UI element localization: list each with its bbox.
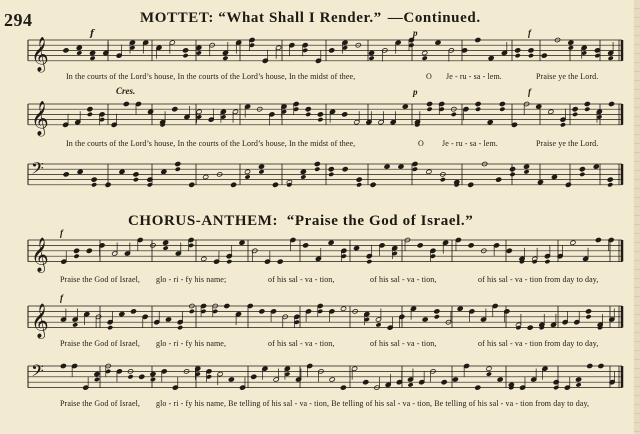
note-head — [608, 101, 614, 106]
note-head — [527, 325, 533, 330]
note-head — [551, 174, 557, 179]
note-head — [426, 101, 432, 106]
dynamic-f-mark: f — [528, 28, 531, 38]
note-head — [475, 37, 481, 42]
note-head — [368, 50, 374, 55]
lyric-line: of his sal - va - tion, — [370, 275, 437, 284]
note-head — [133, 172, 139, 177]
note-head — [247, 303, 253, 308]
note-head — [107, 325, 113, 330]
note-head — [407, 382, 413, 387]
lyric-line: Praise the God of Israel, — [60, 399, 141, 408]
note-head — [402, 104, 408, 109]
note-head — [528, 48, 534, 53]
note-head — [585, 314, 591, 319]
dynamic-f-mark-alto: f — [528, 87, 531, 97]
note-head — [150, 371, 156, 376]
lyric-line: of his sal - va - tion, — [268, 339, 335, 348]
note-head — [189, 182, 195, 187]
note-head — [119, 169, 125, 174]
note-head — [87, 112, 93, 117]
note-head — [94, 377, 100, 382]
note-head — [488, 56, 494, 61]
note-head — [499, 107, 505, 112]
note-head — [89, 56, 95, 61]
note-head — [328, 172, 334, 177]
note-head — [177, 325, 183, 330]
note-head — [363, 380, 369, 385]
note-head — [457, 306, 463, 311]
note-head — [226, 259, 232, 264]
note-head — [305, 107, 311, 112]
dynamic-cres-mark: Cres. — [116, 86, 136, 96]
note-head — [175, 161, 181, 166]
lyric-line: O — [418, 139, 424, 148]
note-head — [300, 174, 306, 179]
lyric-line: Je - ru - sa - lem. — [446, 72, 502, 81]
treble-clef-icon: 𝄞 — [31, 237, 49, 273]
note-head — [163, 245, 169, 250]
note-head — [366, 259, 372, 264]
note-head — [163, 240, 169, 245]
note-head — [509, 172, 515, 177]
note-head — [579, 167, 585, 172]
note-head — [277, 259, 283, 264]
note-head — [496, 177, 502, 182]
note-head — [224, 303, 230, 308]
note-head — [314, 161, 320, 166]
note-head — [368, 56, 374, 61]
note-head — [72, 322, 78, 327]
note-head — [300, 169, 306, 174]
note-head — [593, 164, 599, 169]
note-head — [89, 50, 95, 55]
note-head — [63, 48, 69, 53]
note-head — [412, 161, 418, 166]
note-head — [259, 309, 265, 314]
note-head — [584, 101, 590, 106]
note-head — [452, 377, 458, 382]
lyric-line: of his sal - va - tion, — [268, 275, 335, 284]
note-head — [523, 169, 529, 174]
note-head — [150, 377, 156, 382]
note-head — [328, 167, 334, 172]
note-head — [451, 112, 457, 117]
note-head — [356, 177, 362, 182]
note-head — [426, 107, 432, 112]
lyric-line: glo - ri - fy his name, Be telling of his sal - va - tion, Be telling of his sal - va - tion, Be telling of his sal - va - tion from day to day, — [156, 399, 590, 408]
note-head — [544, 259, 550, 264]
dynamic-p-mark-alto: p — [413, 87, 418, 97]
lyric-line: In the courts of the Lord’s house, In the courts of the Lord’s house, In the midst of thee, — [66, 139, 356, 148]
note-head — [486, 366, 492, 371]
note-head — [305, 112, 311, 117]
note-head — [161, 169, 167, 174]
note-head — [426, 169, 432, 174]
lyric-line: Praise ye the Lord. — [536, 72, 599, 81]
note-head — [607, 182, 613, 187]
note-head — [487, 120, 493, 125]
dynamic-f-mark-soprano2: f — [60, 228, 63, 238]
note-head — [506, 248, 512, 253]
note-head — [77, 169, 83, 174]
note-head — [172, 107, 178, 112]
note-head — [475, 385, 481, 390]
note-head — [119, 311, 125, 316]
note-head — [584, 107, 590, 112]
bass-clef-icon: 𝄢 — [31, 360, 44, 385]
note-head — [356, 182, 362, 187]
dynamic-f-mark: f — [90, 29, 94, 39]
note-head — [63, 172, 69, 177]
note-head — [228, 377, 234, 382]
note-head — [329, 48, 335, 53]
note-head — [585, 309, 591, 314]
mottet-title-text: MOTTET: “What Shall I Render.” — [140, 10, 382, 26]
note-head — [541, 53, 547, 58]
mottet-continued-text: —Continued. — [387, 10, 481, 26]
note-head — [230, 182, 236, 187]
note-head — [398, 164, 404, 169]
note-head — [475, 101, 481, 106]
note-head — [182, 48, 188, 53]
note-head — [239, 240, 245, 245]
note-head — [147, 109, 153, 114]
lyric-line: of his sal - va - tion from day to day, — [478, 275, 599, 284]
note-head — [572, 107, 578, 112]
note-head — [342, 112, 348, 117]
note-head — [598, 363, 604, 368]
treble-clef-icon: 𝄞 — [31, 100, 49, 136]
note-head — [595, 237, 601, 242]
note-head — [175, 167, 181, 172]
note-head — [435, 40, 441, 45]
note-head — [244, 174, 250, 179]
lyric-line: glo - ri - fy his name; — [156, 275, 227, 284]
note-head — [523, 164, 529, 169]
note-head — [417, 243, 423, 248]
note-head — [499, 101, 505, 106]
note-head — [422, 56, 428, 61]
page-number: 294 — [4, 10, 33, 30]
lyric-line: of his sal - va - tion from day to day, — [478, 339, 599, 348]
treble-clef-icon: 𝄞 — [31, 36, 49, 72]
note-head — [127, 374, 133, 379]
note-head — [568, 40, 574, 45]
lyric-line: O — [426, 72, 432, 81]
note-head — [440, 177, 446, 182]
note-head — [570, 240, 576, 245]
note-head — [340, 385, 346, 390]
lyric-line: In the courts of the Lord’s house, In the courts of the Lord’s house, In the midst of thee, — [66, 72, 356, 81]
note-head — [486, 371, 492, 376]
note-head — [105, 182, 111, 187]
note-head — [548, 109, 554, 114]
dynamic-p-mark: p — [413, 28, 418, 38]
note-head — [475, 107, 481, 112]
lyric-line: Praise the God of Israel, — [60, 275, 141, 284]
note-head — [76, 50, 82, 55]
note-head — [303, 243, 309, 248]
note-head — [182, 53, 188, 58]
note-head — [91, 182, 97, 187]
note-head — [572, 112, 578, 117]
note-head — [560, 122, 566, 127]
note-head — [587, 363, 593, 368]
note-head — [328, 240, 334, 245]
note-head — [258, 164, 264, 169]
dynamic-f-mark-alto2: f — [60, 293, 63, 303]
note-head — [251, 374, 257, 379]
note-head — [434, 314, 440, 319]
note-head — [536, 104, 542, 109]
note-head — [317, 117, 323, 122]
note-head — [60, 363, 66, 368]
note-head — [575, 377, 581, 382]
note-head — [568, 45, 574, 50]
note-head — [537, 180, 543, 185]
note-head — [123, 101, 129, 106]
note-head — [528, 53, 534, 58]
lyric-line: glo - ri - fy his name, — [156, 339, 227, 348]
note-head — [258, 169, 264, 174]
lyric-line: Praise the God of Israel, — [60, 339, 141, 348]
note-head — [340, 306, 346, 311]
note-head — [244, 169, 250, 174]
note-head — [509, 167, 515, 172]
note-head — [375, 322, 381, 327]
note-head — [196, 45, 202, 50]
note-head — [73, 254, 79, 259]
note-head — [441, 380, 447, 385]
note-head — [594, 53, 600, 58]
note-head — [422, 50, 428, 55]
note-head — [608, 56, 614, 61]
note-head — [87, 107, 93, 112]
note-head — [515, 48, 521, 53]
note-head — [412, 167, 418, 172]
lyric-line: of his sal - va - tion, — [370, 339, 437, 348]
lyric-line: Je - ru - sa - lem. — [442, 139, 498, 148]
bass-clef-icon: 𝄢 — [31, 157, 44, 182]
note-head — [515, 53, 521, 58]
note-head — [94, 371, 100, 376]
note-head — [607, 177, 613, 182]
note-head — [222, 56, 228, 61]
note-head — [73, 248, 79, 253]
note-head — [594, 48, 600, 53]
note-head — [189, 309, 195, 314]
note-head — [434, 309, 440, 314]
note-head — [317, 112, 323, 117]
note-head — [76, 45, 82, 50]
note-head — [196, 50, 202, 55]
note-head — [314, 167, 320, 172]
note-head — [201, 256, 207, 261]
note-head — [342, 167, 348, 172]
note-head — [165, 317, 171, 322]
lyric-line: Praise ye the Lord. — [536, 139, 599, 148]
section-title-chorus-anthem: CHORUS-ANTHEM: “Praise the God of Israel.” — [128, 213, 474, 229]
note-head — [422, 317, 428, 322]
note-head — [353, 245, 359, 250]
note-head — [133, 177, 139, 182]
note-head — [468, 243, 474, 248]
note-head — [329, 377, 335, 382]
note-head — [497, 377, 503, 382]
treble-clef-icon: 𝄞 — [31, 303, 49, 339]
note-head — [86, 248, 92, 253]
note-head — [579, 172, 585, 177]
note-head — [91, 177, 97, 182]
note-head — [384, 164, 390, 169]
note-head — [130, 309, 136, 314]
note-head — [575, 382, 581, 387]
note-head — [139, 374, 145, 379]
note-head — [203, 174, 209, 179]
